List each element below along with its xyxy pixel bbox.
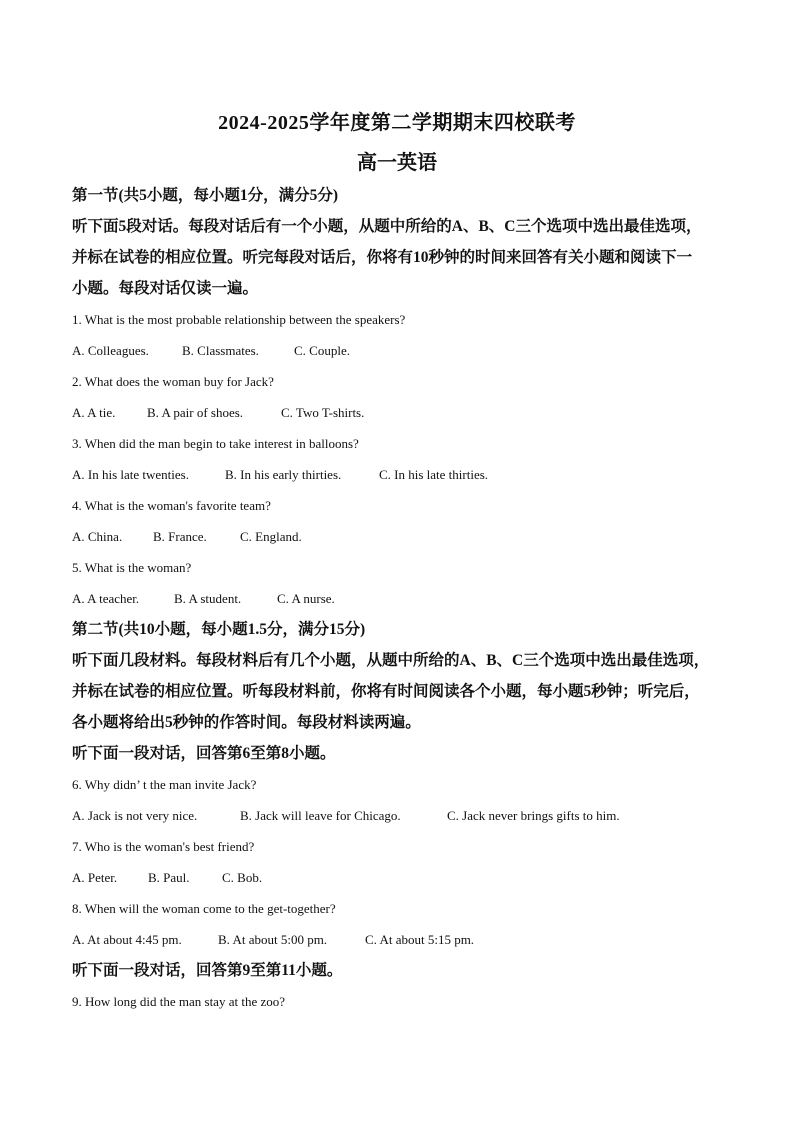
option-c: C. Couple. [294, 343, 350, 358]
section1-instruction-line: 小题。每段对话仅读一遍。 [72, 280, 259, 297]
question-text: 3. When did the man begin to take interest in balloons? [72, 436, 359, 451]
question-text: 6. Why didn’ t the man invite Jack? [72, 777, 257, 792]
question-options [72, 335, 726, 366]
option-a: A. Colleagues. [72, 343, 149, 358]
question-text: 4. What is the woman's favorite team? [72, 498, 271, 513]
question-options [72, 924, 726, 955]
section1-instruction-line: 并标在试卷的相应位置。听完每段对话后，你将有10秒钟的时间来回答有关小题和阅读下一 [72, 249, 693, 266]
option-a: A. At about 4:45 pm. [72, 932, 182, 947]
question-text: 1. What is the most probable relationship between the speakers? [72, 312, 406, 327]
option-b: B. In his early thirties. [225, 467, 342, 482]
option-a: A. Peter. [72, 870, 118, 885]
section2-heading: 第二节(共10小题，每小题1.5分，满分15分) [72, 621, 366, 638]
question-text: 8. When will the woman come to the get-together? [72, 901, 336, 916]
option-b: B. Jack will leave for Chicago. [240, 808, 401, 823]
option-c: C. Two T-shirts. [281, 405, 365, 420]
exam-content [72, 180, 726, 1017]
section1-instruction-line: 听下面5段对话。每段对话后有一个小题，从题中所给的A、B、C三个选项中选出最佳选项， [72, 218, 702, 235]
option-b: B. France. [153, 529, 207, 544]
option-b: B. A student. [174, 591, 242, 606]
exam-title: 2024-2025学年度第二学期期末四校联考 [218, 112, 576, 134]
option-c: C. At about 5:15 pm. [365, 932, 475, 947]
option-b: B. Classmates. [182, 343, 259, 358]
section2-instruction-line: 并标在试卷的相应位置。听每段材料前，你将有时间阅读各个小题，每小题5秒钟；听完后， [72, 683, 700, 700]
question-options [72, 459, 726, 490]
option-a: A. China. [72, 529, 123, 544]
question-options [72, 800, 726, 831]
exam-subject: 高一英语 [357, 152, 437, 174]
section1-heading: 第一节(共5小题，每小题1分，满分5分) [72, 187, 339, 204]
option-a: A. Jack is not very nice. [72, 808, 198, 823]
option-a: A. A teacher. [72, 591, 140, 606]
question-options [72, 862, 726, 893]
question-text: 5. What is the woman? [72, 560, 192, 575]
option-c: C. Jack never brings gifts to him. [447, 808, 620, 823]
option-c: C. A nurse. [277, 591, 335, 606]
question-options [72, 521, 726, 552]
question-text: 7. Who is the woman's best friend? [72, 839, 255, 854]
question-options [72, 583, 726, 614]
option-c: C. In his late thirties. [379, 467, 489, 482]
option-b: B. At about 5:00 pm. [218, 932, 328, 947]
option-c: C. Bob. [222, 870, 263, 885]
question-options [72, 397, 726, 428]
option-a: A. A tie. [72, 405, 116, 420]
option-b: B. Paul. [148, 870, 190, 885]
option-a: A. In his late twenties. [72, 467, 189, 482]
option-c: C. England. [240, 529, 302, 544]
dialogue-group-heading: 听下面一段对话，回答第9至第11小题。 [72, 962, 343, 979]
question-text: 9. How long did the man stay at the zoo? [72, 994, 286, 1009]
question-text: 2. What does the woman buy for Jack? [72, 374, 274, 389]
section2-instruction-line: 听下面几段材料。每段材料后有几个小题，从题中所给的A、B、C三个选项中选出最佳选项， [72, 652, 710, 669]
section2-instruction-line: 各小题将给出5秒钟的作答时间。每段材料读两遍。 [72, 714, 421, 731]
dialogue-group-heading: 听下面一段对话，回答第6至第8小题。 [72, 745, 336, 762]
option-b: B. A pair of shoes. [147, 405, 244, 420]
